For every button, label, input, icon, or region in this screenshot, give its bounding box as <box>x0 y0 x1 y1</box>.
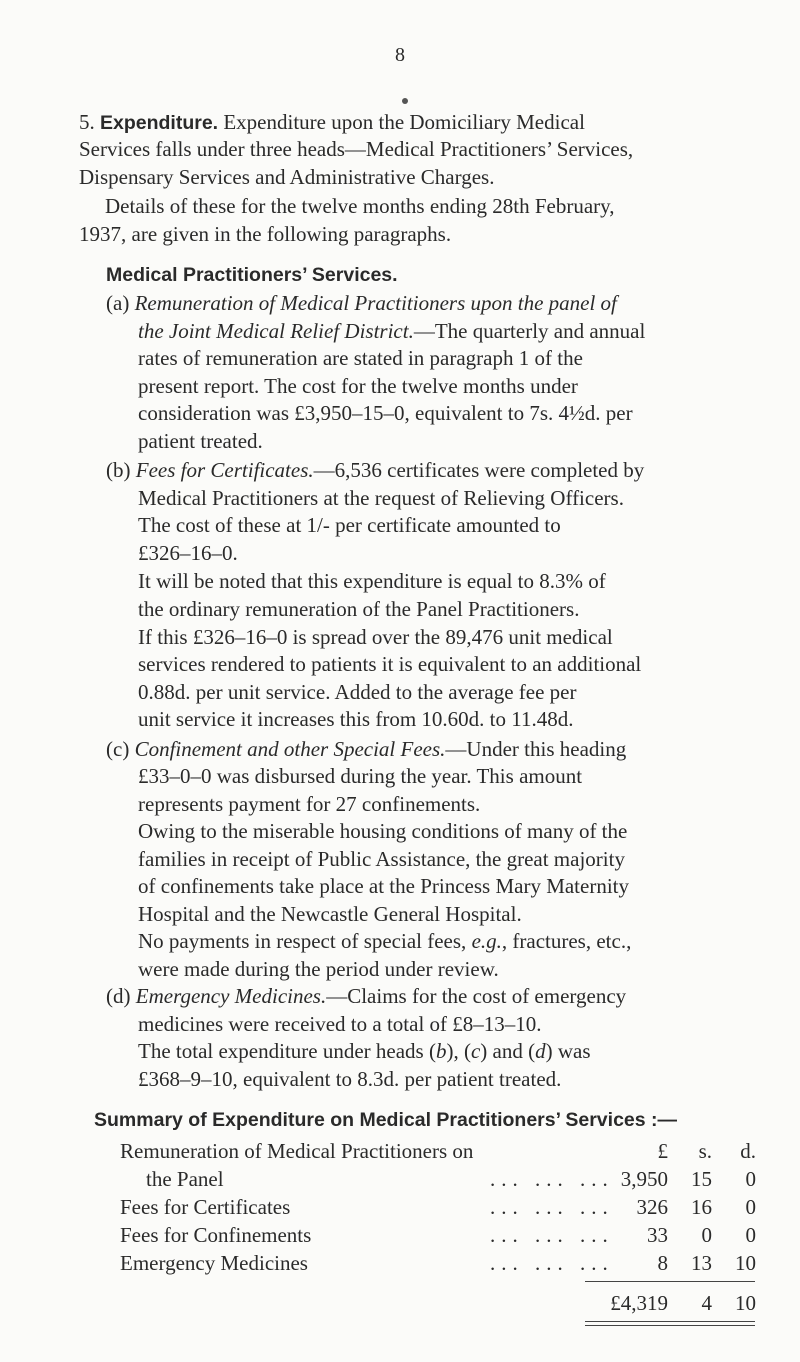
b-line7: If this £326–16–0 is spread over the 89,476 unit medical <box>138 625 613 649</box>
d-line3-t3: ) and ( <box>480 1039 536 1063</box>
a-line1 <box>106 293 617 314</box>
b-line6: the ordinary remuneration of the Panel Practitioners. <box>138 597 580 621</box>
c-line5: families in receipt of Public Assistance, the great majority <box>138 847 625 871</box>
pounds-value: 33 <box>647 1223 668 1247</box>
total-pence: 10 <box>735 1291 756 1315</box>
b-line4: £326–16–0. <box>138 541 238 565</box>
pence-value: 0 <box>745 1223 756 1247</box>
shillings-value: 13 <box>691 1251 712 1275</box>
summary-row-label: the Panel <box>146 1167 224 1191</box>
summary-row <box>120 1223 756 1247</box>
section-heading: Medical Practitioners’ Services. <box>106 264 398 286</box>
shillings-value: 16 <box>691 1195 712 1219</box>
a-label: (a) <box>106 291 130 315</box>
c-line1 <box>106 739 626 760</box>
printer-mark <box>402 98 408 104</box>
pence-value: 10 <box>735 1251 756 1275</box>
a-title: Remuneration of Medical Practitioners upon the panel of <box>134 291 617 315</box>
shillings-header: s. <box>698 1139 712 1163</box>
para5-heading: Expenditure. <box>100 112 219 134</box>
d-title: Emergency Medicines. <box>135 984 327 1008</box>
d-line3 <box>138 1041 591 1062</box>
c-line8-abbrev: e.g. <box>471 929 502 953</box>
b-line3: The cost of these at 1/- per certificate amounted to <box>138 513 561 537</box>
pounds-value: 3,950 <box>620 1167 668 1191</box>
d-line1-text: —Claims for the cost of emergency <box>326 984 627 1008</box>
b-line10: unit service it increases this from 10.60d. to 11.48d. <box>138 707 574 731</box>
a-title-cont: the Joint Medical Relief District. <box>138 319 414 343</box>
pounds-value: 326 <box>636 1195 668 1219</box>
d-label: (d) <box>106 984 131 1008</box>
c-line9: were made during the period under review. <box>138 957 499 981</box>
c-line3: represents payment for 27 confinements. <box>138 792 481 816</box>
total-pounds: £4,319 <box>610 1291 668 1315</box>
a-line2 <box>138 321 645 342</box>
para5-line2: Services falls under three heads—Medical Practitioners’ Services, <box>79 137 634 161</box>
c-title: Confinement and other Special Fees. <box>134 737 446 761</box>
a-line5: consideration was £3,950–15–0, equivalent to 7s. 4½d. per <box>138 401 633 425</box>
c-line1-text: —Under this heading <box>445 737 627 761</box>
c-line6: of confinements take place at the Princess Mary Maternity <box>138 874 629 898</box>
b-title: Fees for Certificates. <box>135 458 314 482</box>
d-line3-b: b <box>435 1039 447 1063</box>
dot-leader: ... ... ... <box>490 1167 614 1191</box>
a-line4: present report. The cost for the twelve months under <box>138 374 578 398</box>
c-label: (c) <box>106 737 130 761</box>
summary-row-label: Fees for Certificates <box>120 1195 291 1219</box>
b-line8: services rendered to patients it is equivalent to an additional <box>138 652 642 676</box>
d-line3-c: c <box>470 1039 481 1063</box>
pounds-value: 8 <box>657 1251 668 1275</box>
summary-row <box>120 1195 756 1219</box>
dot-leader: ... ... ... <box>490 1223 614 1247</box>
para5-line1 <box>79 112 585 134</box>
summary-total-row <box>120 1291 756 1315</box>
para5-number: 5. <box>79 110 95 134</box>
summary-heading: Summary of Expenditure on Medical Practitioners’ Services :— <box>94 1109 678 1131</box>
total-double-rule <box>585 1325 755 1326</box>
summary-row-label: Emergency Medicines <box>120 1251 308 1275</box>
d-line1 <box>106 986 626 1007</box>
d-line3-d: d <box>535 1039 546 1063</box>
b-line2: Medical Practitioners at the request of Relieving Officers. <box>138 486 624 510</box>
a-line6: patient treated. <box>138 429 263 453</box>
d-line3-t4: ) was <box>545 1039 591 1063</box>
summary-row-label: Remuneration of Medical Practitioners on <box>120 1139 474 1163</box>
para5-line5: 1937, are given in the following paragraphs. <box>79 222 452 246</box>
summary-row <box>120 1251 756 1275</box>
total-double-rule <box>585 1321 755 1322</box>
pence-header: d. <box>740 1139 756 1163</box>
d-line3-t2: ), ( <box>446 1039 471 1063</box>
dot-leader: ... ... ... <box>490 1195 614 1219</box>
summary-row <box>120 1167 756 1191</box>
summary-row-label: Fees for Confinements <box>120 1223 312 1247</box>
para5-line4: Details of these for the twelve months ending 28th February, <box>105 194 615 218</box>
b-line1 <box>106 460 644 481</box>
pence-value: 0 <box>745 1195 756 1219</box>
d-line2: medicines were received to a total of £8–13–10. <box>138 1012 542 1036</box>
b-label: (b) <box>106 458 131 482</box>
dot-leader: ... ... ... <box>490 1251 614 1275</box>
para5-text: Expenditure upon the Domiciliary Medical <box>223 110 585 134</box>
c-line8-text: No payments in respect of special fees, <box>138 929 472 953</box>
b-line9: 0.88d. per unit service. Added to the average fee per <box>138 680 577 704</box>
c-line8 <box>138 931 631 952</box>
d-line3-t1: The total expenditure under heads ( <box>138 1039 436 1063</box>
c-line7: Hospital and the Newcastle General Hospital. <box>138 902 522 926</box>
para5-line3: Dispensary Services and Administrative Charges. <box>79 165 495 189</box>
total-shillings: 4 <box>701 1291 712 1315</box>
a-line3: rates of remuneration are stated in paragraph 1 of the <box>138 346 583 370</box>
b-line5: It will be noted that this expenditure is equal to 8.3% of <box>138 569 606 593</box>
b-line1-text: —6,536 certificates were completed by <box>313 458 645 482</box>
shillings-value: 15 <box>691 1167 712 1191</box>
a-line2-text: —The quarterly and annual <box>413 319 646 343</box>
page-number: 8 <box>395 44 405 66</box>
pounds-header: £ <box>657 1139 668 1163</box>
summary-header-row <box>120 1139 756 1163</box>
c-line2: £33–0–0 was disbursed during the year. This amount <box>138 764 583 788</box>
d-line4: £368–9–10, equivalent to 8.3d. per patient treated. <box>138 1067 562 1091</box>
c-line8-text-end: , fractures, etc., <box>501 929 632 953</box>
c-line4: Owing to the miserable housing conditions of many of the <box>138 819 628 843</box>
pence-value: 0 <box>745 1167 756 1191</box>
shillings-value: 0 <box>701 1223 712 1247</box>
sum-rule <box>585 1281 755 1282</box>
